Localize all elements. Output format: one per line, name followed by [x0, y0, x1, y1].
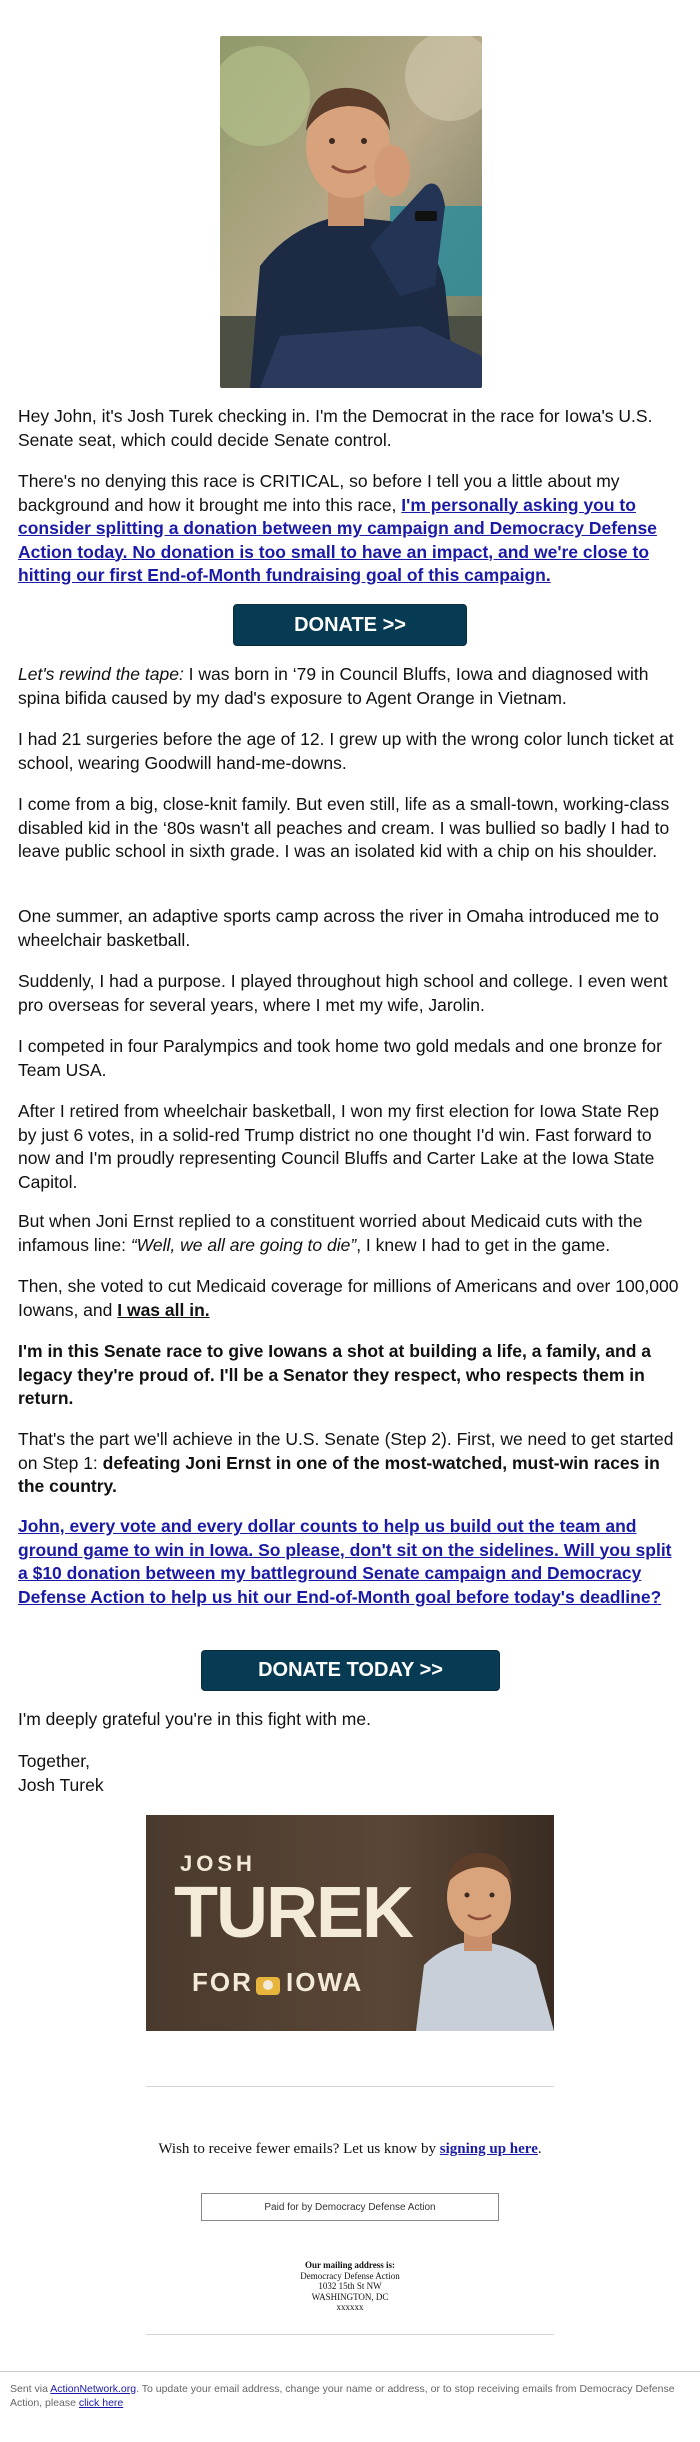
camp-text: One summer, an adaptive sports camp across the river in Omaha introduced me to wheelchair basketball.: [18, 906, 659, 950]
election-text: After I retired from wheelchair basketball, I won my first election for Iowa State Rep by just 6 votes, in a solid-red Trump district no one thought I'd win. Fast forward to now and I'm proudly representing Council Bluffs and Carter Lake at the Iowa State Capitol.: [18, 1101, 659, 1192]
election-paragraph: [18, 1100, 682, 1194]
signature-text: Josh Turek: [18, 1774, 104, 1795]
banner-iowa: IOWA: [286, 1967, 364, 1997]
greeting-paragraph: [18, 405, 682, 452]
ask-paragraph: [18, 470, 682, 588]
fewer-emails-text: Wish to receive fewer emails? Let us know by: [158, 2141, 440, 2157]
signing-up-link[interactable]: signing up here: [439, 2141, 538, 2157]
ernst-text-b: , I knew I had to get in the game.: [356, 1234, 611, 1255]
paid-for-text: Paid for by Democracy Defense Action: [264, 2201, 436, 2213]
rewind-text: I was born in ‘79 in Council Bluffs, Iowa and diagnosed with spina bifida caused by my dad's exposure to Agent Orange in Vietnam.: [18, 664, 649, 708]
address-label: Our mailing address is:: [305, 2260, 395, 2270]
camp-paragraph: [18, 905, 682, 952]
ernst-text-a: But when Joni Ernst replied to a constituent worried about Medicaid cuts with the infamous line:: [18, 1211, 643, 1255]
ernst-quote: “Well, we all are going to die”: [130, 1234, 357, 1255]
step-paragraph: [18, 1428, 682, 1499]
divider-bottom: [146, 2334, 554, 2335]
mission-paragraph: [18, 1340, 682, 1411]
all-in-text: I was all in.: [117, 1299, 210, 1320]
medicaid-text: Then, she voted to cut Medicaid coverage for millions of Americans and over 100,000 Iowans, and: [18, 1276, 679, 1320]
candidate-photo: [220, 36, 482, 388]
campaign-banner: [146, 1815, 554, 2031]
banner-josh: JOSH: [180, 1851, 256, 1876]
final-ask-paragraph: [18, 1515, 682, 1609]
footer-prefix: Sent via: [10, 2383, 51, 2395]
address-name: Democracy Defense Action: [300, 2270, 400, 2281]
divider: [146, 2086, 554, 2087]
signoff-text: Together,: [18, 1751, 90, 1771]
family-paragraph: [18, 793, 682, 864]
split-10-link[interactable]: John, every vote and every dollar counts to help us build out the team and ground game to win in Iowa. So please, don't sit on the sidelines. Will you split a $10 donation between my battleground Senate campaign and Democracy Defense Action to help us hit our End-of-Month goal before today's deadline?: [18, 1516, 672, 1607]
fewer-emails: [0, 2141, 700, 2158]
signoff: [18, 1750, 682, 1797]
surgeries-text: I had 21 surgeries before the age of 12. I grew up with the wrong color lunch ticket at school, wearing Goodwill hand-me-downs.: [18, 729, 674, 773]
family-text: I come from a big, close-knit family. But even still, life as a small-town, working-class disabled kid in the ‘80s wasn't all peaches and cream. I was bullied so badly I had to leave public school in sixth grade. I was an isolated kid with a chip on his shoulder.: [18, 794, 670, 861]
address-city: WASHINGTON, DC: [311, 2291, 389, 2302]
surgeries-paragraph: [18, 728, 682, 775]
donate-button[interactable]: DONATE >>: [233, 604, 467, 646]
purpose-text: Suddenly, I had a purpose. I played throughout high school and college. I even went pro overseas for several years, where I met my wife, Jarolin.: [18, 971, 668, 1015]
banner-turek: TUREK: [174, 1873, 412, 1953]
rewind-italic: Let's rewind the tape:: [18, 664, 184, 684]
fewer-emails-end: .: [537, 2141, 542, 2157]
split-donation-link[interactable]: I'm personally asking you to consider splitting a donation between my campaign and Democracy Defense Action today. No donation is too small to have an impact, and we're close to hitting our first End-of-Month fundraising goal of this campaign.: [18, 494, 657, 585]
address-extra: xxxxxx: [336, 2302, 364, 2312]
paid-for-box: [201, 2193, 499, 2221]
ask-text: There's no denying this race is CRITICAL, so before I tell you a little about my background and how it brought me into this race,: [18, 471, 620, 515]
address-street: 1032 15th St NW: [318, 2281, 382, 2291]
mission-text: I'm in this Senate race to give Iowans a shot at building a life, a family, and a legacy they're proud of. I'll be a Senator they respect, who respects them in return.: [18, 1341, 652, 1408]
candidate-photo-illustration: [220, 36, 482, 388]
action-network-footer: [0, 2371, 700, 2442]
footer-text: [10, 2382, 690, 2410]
purpose-paragraph: [18, 970, 682, 1017]
grateful-paragraph: [18, 1708, 682, 1732]
ernst-paragraph: [18, 1210, 682, 1257]
step-text: That's the part we'll achieve in the U.S. Senate (Step 2). First, we need to get started on Step 1:: [18, 1429, 674, 1473]
greeting-text: Hey John, it's Josh Turek checking in. I'm the Democrat in the race for Iowa's U.S. Senate seat, which could decide Senate control.: [18, 406, 653, 450]
donate-today-button[interactable]: DONATE TODAY >>: [201, 1650, 500, 1691]
actionnetwork-link[interactable]: ActionNetwork.org: [50, 2383, 137, 2395]
grateful-text: I'm deeply grateful you're in this fight with me.: [18, 1709, 371, 1729]
paralympics-paragraph: [18, 1035, 682, 1082]
footer-middle: . To update your email address, change your name or address, or to stop receiving emails from Democracy Defense Action, please: [10, 2383, 675, 2409]
medicaid-paragraph: [18, 1275, 682, 1322]
defeat-ernst-text: defeating Joni Ernst in one of the most-watched, must-win races in the country.: [18, 1452, 660, 1496]
click-here-link[interactable]: click here: [78, 2397, 124, 2409]
banner-for: FOR: [192, 1967, 253, 1997]
mailing-address: [0, 2260, 700, 2313]
rewind-paragraph: [18, 663, 682, 710]
paralympics-text: I competed in four Paralympics and took home two gold medals and one bronze for Team USA.: [18, 1036, 662, 1080]
